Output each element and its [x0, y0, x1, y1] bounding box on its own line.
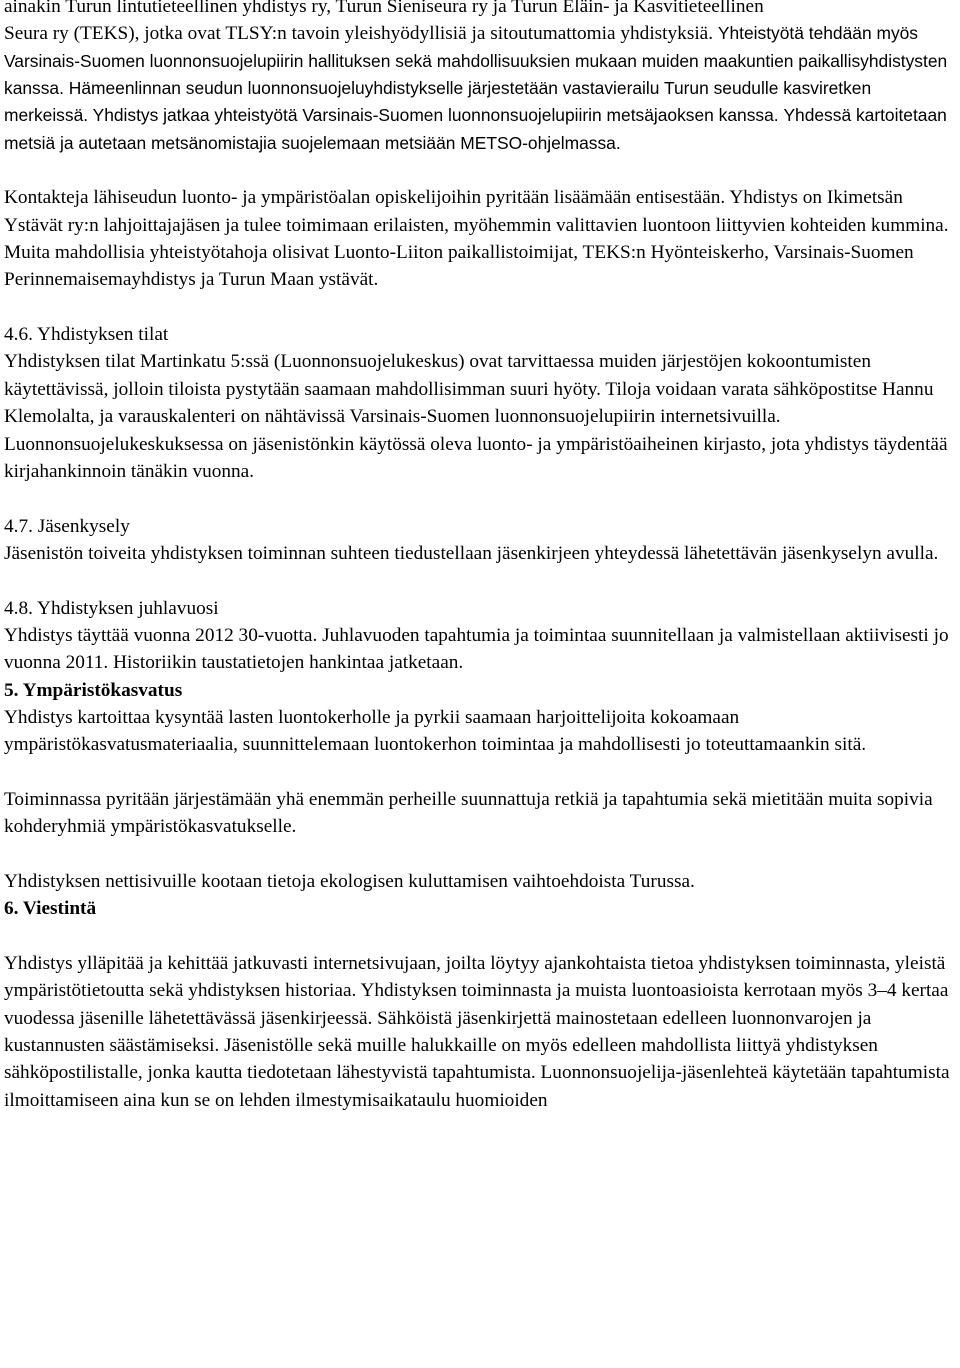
paragraph-4-8: Yhdistys täyttää vuonna 2012 30-vuotta. Juhlavuoden tapahtumia ja toimintaa suunnitellaan ja valmistellaan aktiivisesti jo vuonna 2011. Historiikin taustatietojen hankintaa jatketaan. — [4, 624, 949, 674]
paragraph-6: Yhdistys ylläpitää ja kehittää jatkuvasti internetsivujaan, joilta löytyy ajankohtaista tietoa yhdistyksen toiminnasta, yleistä ympäristötietoutta sekä yhdistyksen historiaa. Yhdistyksen toiminnasta ja muista luontoasioista kerrotaan myös 3–4 kertaa vuodessa jäsenille lähetettävässä jäsenkirjeessä. Sähköistä jäsenkirjettä mainostetaan edelleen luonnonvarojen ja kustannusten säästämiseksi. Jäsenistölle sekä muille halukkaille on myös edelleen mahdollista liittyä yhdistyksen sähköpostilistalle, jonka kautta tiedotetaan lähestyvistä tapahtumista. Luonnonsuojelija-jäsenlehteä käytetään tapahtumista ilmoittamiseen aina kun se on lehden ilmestymisaikataulu huomioiden — [4, 953, 950, 1111]
cooperation-line-1: ainakin Turun lintutieteellinen yhdistys ry, Turun Sieniseura ry ja Turun Eläin- ja Kasvitieteellinen — [4, 0, 764, 17]
paragraph-4-7: Jäsenistön toiveita yhdistyksen toiminnan suhteen tiedustellaan jäsenkirjeen yhteydessä lähetettävän jäsenkyselyn avulla. — [4, 542, 939, 564]
heading-4-6: 4.6. Yhdistyksen tilat — [4, 324, 169, 346]
heading-4-8: 4.8. Yhdistyksen juhlavuosi — [4, 597, 219, 619]
document-page — [4, 0, 956, 1114]
paragraph-contacts: Kontakteja lähiseudun luonto- ja ympäristöalan opiskelijoihin pyritään lisäämään entisestään. Yhdistys on Ikimetsän Ystävät ry:n lahjoittajajäsen ja tulee toimimaan erilaisten, myöhemmin valittavien luontoon liittyvien kohteiden kummina. Muita mahdollisia yhteistyötahoja olisivat Luonto-Liiton paikallistoimijat, TEKS:n Hyönteiskerho, Varsinais-Suomen Perinnemaisemayhdistys ja Turun Maan ystävät. — [4, 187, 949, 291]
paragraph-4-6: Yhdistyksen tilat Martinkatu 5:ssä (Luonnonsuojelukeskus) ovat tarvittaessa muiden järjestöjen kokoontumisten käytettävissä, jolloin tiloista pystytään saamaan mahdollisimman suuri hyöty. Tiloja voidaan varata sähköpostitse Hannu Klemolalta, ja varauskalenteri on nähtävissä Varsinais-Suomen luonnonsuojelupiirin internetsivuilla. Luonnonsuojelukeskuksessa on jäsenistönkin käytössä oleva luonto- ja ympäristöaiheinen kirjasto, jota yhdistys täydentää kirjahankinnoin tänäkin vuonna. — [4, 351, 948, 482]
paragraph-cooperation — [4, 0, 956, 157]
paragraph-5c: Yhdistyksen nettisivuille kootaan tietoja ekologisen kuluttamisen vaihtoehdoista Turussa. — [4, 871, 695, 892]
cooperation-text-sans: Yhteistyötä tehdään myös Varsinais-Suomen luonnonsuojelupiirin hallituksen sekä mahdollisuuksien mukaan muiden maakuntien paikallisyhdistysten kanssa. Hämeenlinnan seudun luonnonsuojeluyhdistykselle järjestetään vastavierailu Turun seudulle kasviretken merkeissä. Yhdistys jatkaa yhteistyötä Varsinais-Suomen luonnonsuojelupiirin metsäjaoksen kanssa. — [4, 23, 948, 126]
heading-6: 6. Viestintä — [4, 898, 97, 920]
heading-5: 5. Ympäristökasvatus — [4, 679, 183, 701]
cooperation-line-2: Seura ry (TEKS), jotka ovat TLSY:n tavoin yleishyödyllisiä ja sitoutumattomia yhdistyksiä. — [4, 23, 714, 45]
paragraph-5b: Toiminnassa pyritään järjestämään yhä enemmän perheille suunnattuja retkiä ja tapahtumia sekä mietitään muita sopivia kohderyhmiä ympäristökasvatukselle. — [4, 788, 933, 838]
cooperation-text-sans-2: Yhdessä kartoitetaan metsiä ja autetaan metsänomistajia suojelemaan metsiään METSO-ohjelmassa. — [4, 105, 947, 153]
heading-4-7: 4.7. Jäsenkysely — [4, 515, 130, 537]
paragraph-5a: Yhdistys kartoittaa kysyntää lasten luontokerholle ja pyrkii saamaan harjoittelijoita kokoamaan ympäristökasvatusmateriaalia, suunnittelemaan luontokerhon toimintaa ja mahdollisesti jo toteuttamaankin sitä. — [4, 706, 867, 756]
